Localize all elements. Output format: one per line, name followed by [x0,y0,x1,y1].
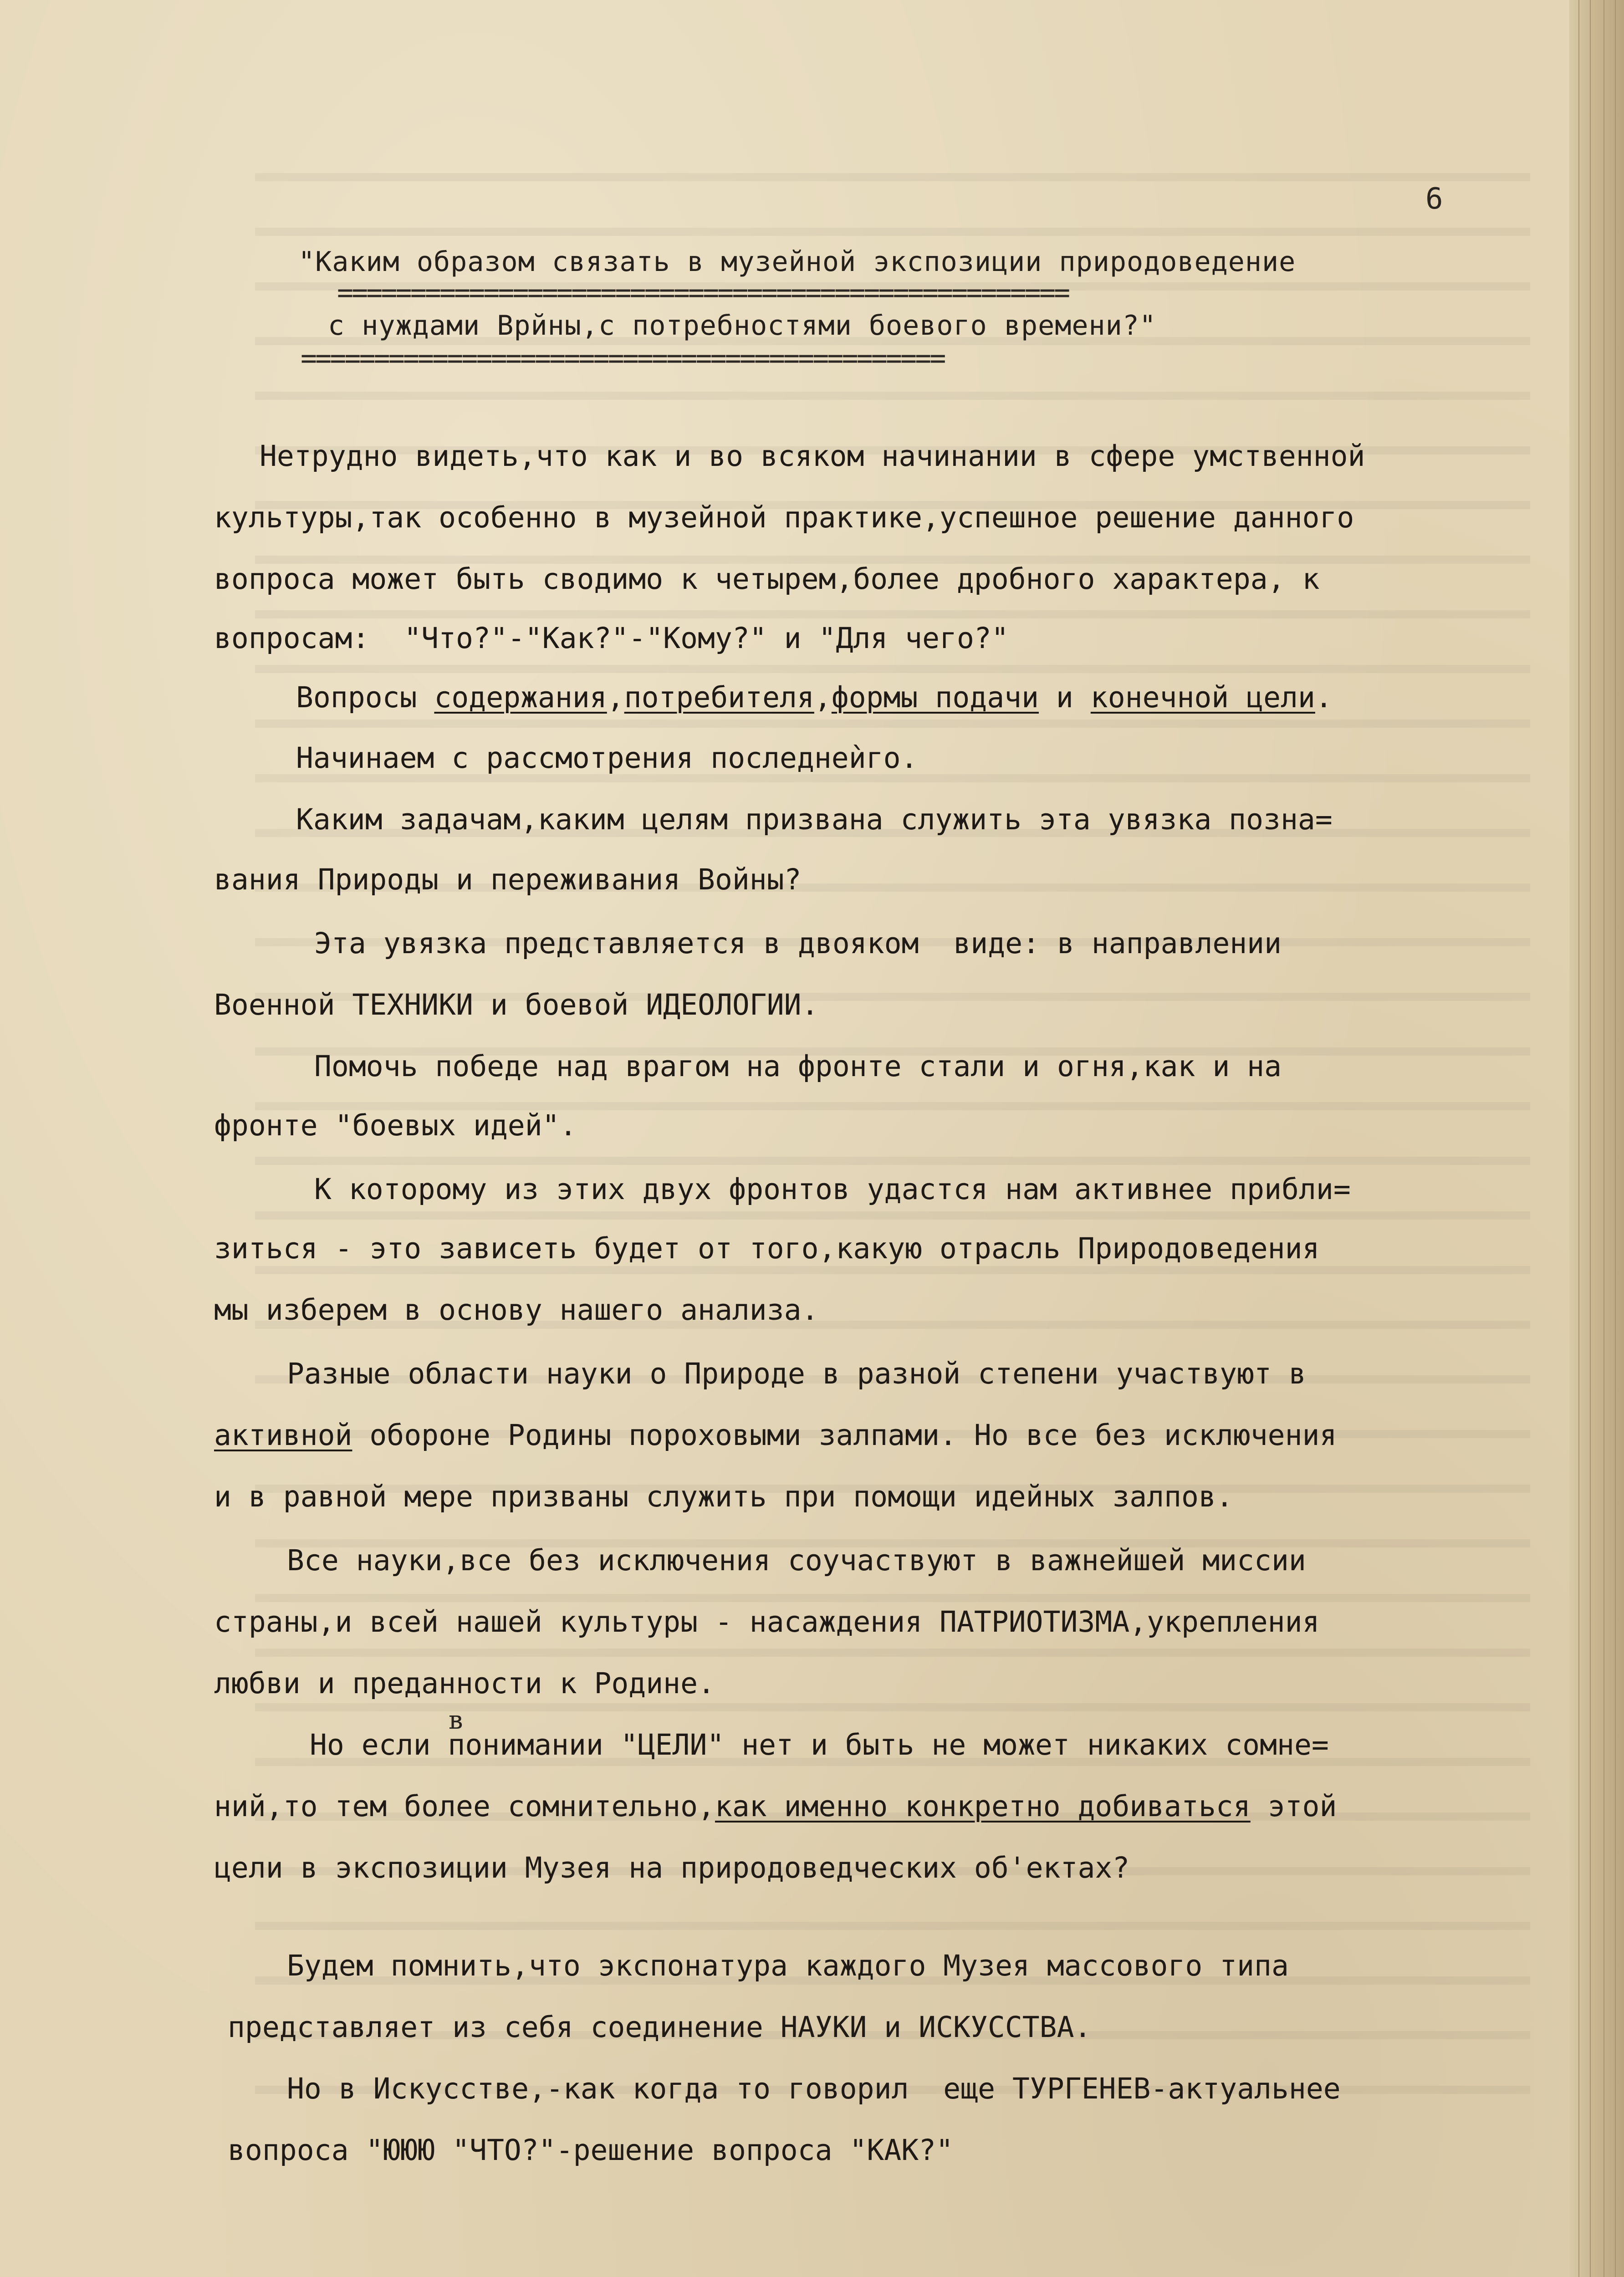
body-line-22: Но если понимании "ЦЕЛИ" нет и быть не может никаких сомне= [310,1728,1329,1761]
body-line-5: Вопросы содержания,потребителя,формы подачи и конечной цели. [296,681,1333,714]
body-line-11: Помочь победе над врагом на фронте стали и огня,как и на [314,1050,1282,1083]
stacked-pages-edge [1569,0,1624,2277]
title-underline-1: ================================================== [337,277,1069,309]
body-line-19: Все науки,все без исключения соучаствуют в важнейшей миссии [287,1544,1306,1577]
body-line-7: Каким задачам,каким целям призвана служить эта увязка позна= [296,803,1333,836]
underlined-active: активной [214,1419,352,1452]
body-line-12: фронте "боевых идей". [214,1109,577,1142]
body-line-21: любви и преданности к Родине. [214,1667,715,1700]
body-line-23: ний,то тем более сомнительно,как именно конкретно добиваться этой [214,1790,1337,1823]
body-line-1: Нетрудно видеть,что как и во всяком начинании в сфере умственной [260,439,1365,473]
body-line-15: мы изберем в основу нашего анализа. [214,1293,819,1327]
body-line-4: вопросам: "Что?"-"Как?"-"Кому?" и "Для чего?" [214,622,1009,655]
body-line-16: Разные области науки о Природе в разной степени участвуют в [287,1357,1306,1390]
body-line-26: представляет из себя соединение НАУКИ и ИСКУССТВА. [228,2011,1092,2044]
body-line-17: активной обороне Родины пороховыми залпами. Но все без исключения [214,1419,1337,1452]
body-line-8: вания Природы и переживания Войны? [214,863,802,896]
body-line-20: страны,и всей нашей культуры - насаждения ПАТРИОТИЗМА,укрепления [214,1605,1320,1639]
body-line-18: и в равной мере призваны служить при помощи идейных залпов. [214,1480,1233,1513]
body-line-27: Но в Искусстве,-как когда то говорил еще ТУРГЕНЕВ-актуальнее [287,2072,1341,2105]
underlined-form: формы подачи [831,681,1039,714]
body-line-13: К которому из этих двух фронтов удастся нам активнее прибли= [314,1173,1351,1206]
title-line-1: "Каким образом связать в музейной экспозиции природоведение [298,246,1296,278]
body-line-10: Военной ТЕХНИКИ и боевой ИДЕОЛОГИИ. [214,988,819,1021]
underlined-consumer: потребителя [624,681,814,714]
title-line-2: с нуждами Врйны,с потребностями боевого времени?" [328,310,1157,342]
underlined-content: содержания [434,681,607,714]
body-line-28: вопроса "ЮЮЮ "ЧТО?"-решение вопроса "КАК?" [228,2134,954,2167]
underlined-goal: конечной цели [1090,681,1315,714]
underlined-how-exactly: как именно конкретно добиваться [715,1790,1251,1823]
body-line-24: цели в экспозиции Музея на природоведческих об'ектах? [214,1851,1130,1884]
body-line-3: вопроса может быть сводимо к четырем,более дробного характера, к [214,562,1320,596]
body-line-2: культуры,так особенно в музейной практике,успешное решение данного [214,501,1354,534]
page-number: 6 [1425,182,1443,216]
title-underline-2: ============================================ [301,342,945,374]
body-line-25: Будем помнить,что экспонатура каждого Музея массового типа [287,1949,1289,1982]
body-line-9: Эта увязка представляется в двояком виде: в направлении [314,927,1282,960]
body-line-14: зиться - это зависеть будет от того,какую отрасль Природоведения [214,1232,1320,1265]
handwritten-insertion: в [449,1705,463,1735]
body-line-6: Начинаем с рассмотрения последнеѝго. [296,741,918,775]
